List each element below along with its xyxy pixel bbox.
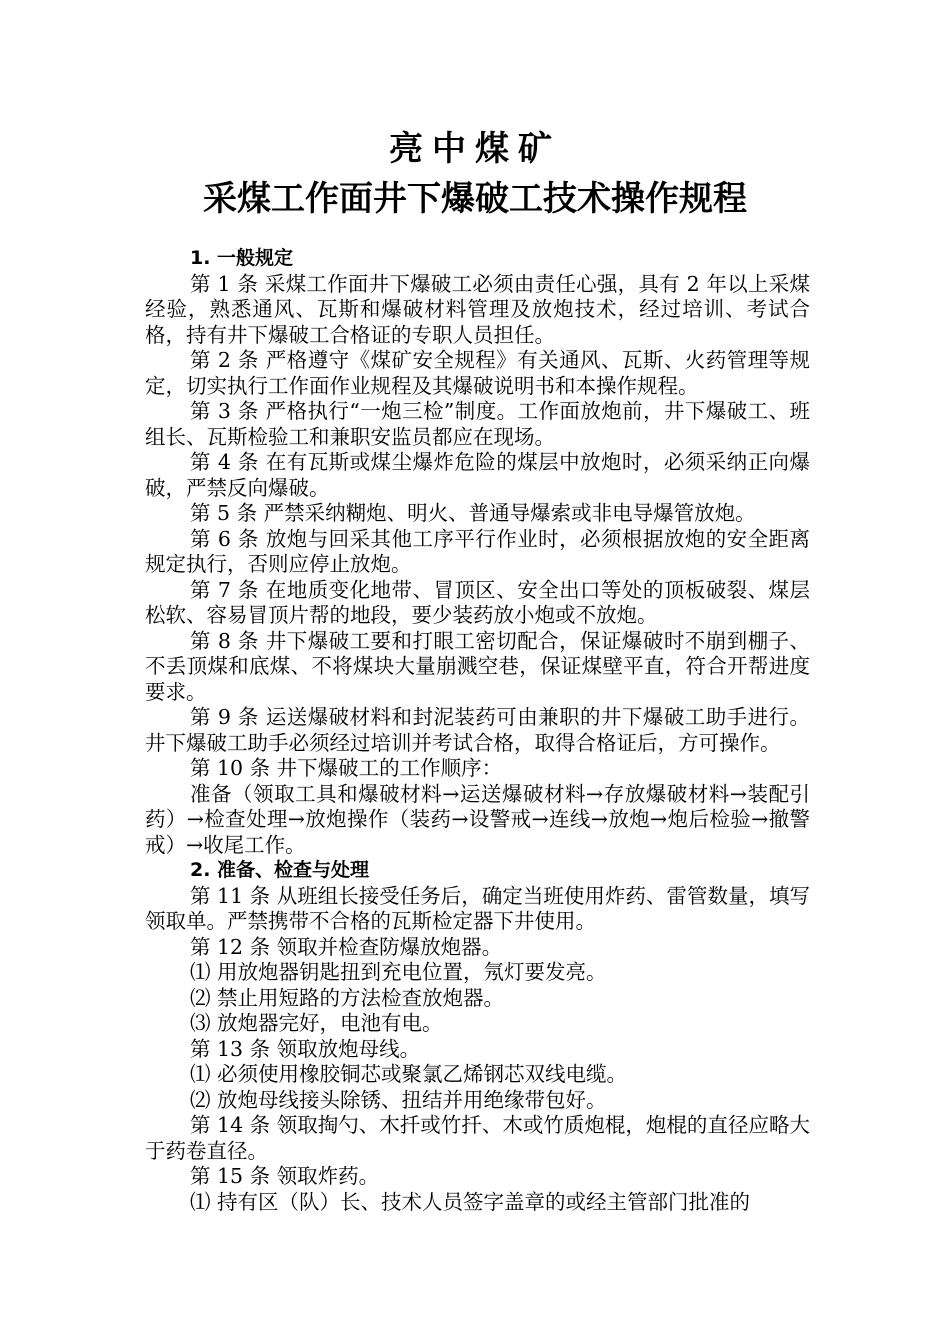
paragraph: 第 7 条 在地质变化地带、冒顶区、安全出口等处的顶板破裂、煤层松软、容易冒顶片帮的地段，要少装药放小炮或不放炮。 bbox=[145, 577, 810, 627]
paragraph: 第 9 条 运送爆破材料和封泥装药可由兼职的井下爆破工助手进行。井下爆破工助手必须经过培训并考试合格，取得合格证后，方可操作。 bbox=[145, 705, 810, 755]
paragraph: 第 4 条 在有瓦斯或煤尘爆炸危险的煤层中放炮时，必须采纳正向爆破，严禁反向爆破。 bbox=[145, 450, 810, 500]
paragraph: 第 2 条 严格遵守《煤矿安全规程》有关通风、瓦斯、火药管理等规定，切实执行工作面作业规程及其爆破说明书和本操作规程。 bbox=[145, 348, 810, 398]
document-subtitle: 采煤工作面井下爆破工技术操作规程 bbox=[203, 179, 747, 219]
section-heading: 1. 一般规定 bbox=[190, 247, 294, 269]
paragraph: 第 11 条 从班组长接受任务后，确定当班使用炸药、雷管数量，填写领取单。严禁携带不合格的瓦斯检定器下井使用。 bbox=[145, 883, 810, 933]
paragraph: ⑴ 持有区（队）长、技术人员签字盖章的或经主管部门批准的 bbox=[190, 1189, 751, 1214]
section-heading: 2. 准备、检查与处理 bbox=[190, 859, 370, 881]
paragraph: 第 8 条 井下爆破工要和打眼工密切配合，保证爆破时不崩到棚子、不丢顶煤和底煤、不将煤块大量崩溅空巷，保证煤壁平直，符合开帮进度要求。 bbox=[145, 628, 810, 704]
paragraph: ⑴ 用放炮器钥匙扭到充电位置，氖灯要发亮。 bbox=[190, 960, 607, 984]
paragraph: 第 15 条 领取炸药。 bbox=[190, 1164, 380, 1188]
paragraph: 第 10 条 井下爆破工的工作顺序： bbox=[190, 756, 503, 780]
title-block bbox=[0, 126, 950, 222]
paragraph: 第 1 条 采煤工作面井下爆破工必须由责任心强，具有 2 年以上采煤经验，熟悉通风、瓦斯和爆破材料管理及放炮技术，经过培训、考试合格，持有井下爆破工合格证的专职人员担任。 bbox=[145, 271, 810, 347]
paragraph: ⑵ 放炮母线接头除锈、扭结并用绝缘带包好。 bbox=[190, 1087, 607, 1112]
paragraph: 第 14 条 领取掏勺、木扦或竹扦、木或竹质炮棍，炮棍的直径应略大于药卷直径。 bbox=[145, 1113, 810, 1163]
document-body bbox=[145, 246, 810, 1215]
document-title: 亮中煤矿 bbox=[389, 129, 561, 169]
paragraph: 第 6 条 放炮与回采其他工序平行作业时，必须根据放炮的安全距离规定执行，否则应停止放炮。 bbox=[145, 526, 810, 576]
paragraph: ⑴ 必须使用橡胶铜芯或聚氯乙烯钢芯双线电缆。 bbox=[190, 1062, 628, 1086]
paragraph: 第 12 条 领取并检查防爆放炮器。 bbox=[190, 934, 503, 959]
paragraph: 第 5 条 严禁采纳糊炮、明火、普通导爆索或非电导爆管放炮。 bbox=[190, 501, 756, 525]
paragraph: ⑵ 禁止用短路的方法检查放炮器。 bbox=[190, 985, 505, 1010]
paragraph: 准备（领取工具和爆破材料→运送爆破材料→存放爆破材料→装配引药）→检查处理→放炮操作（装药→设警戒→连线→放炮→炮后检验→撤警戒）→收尾工作。 bbox=[145, 781, 810, 857]
paragraph: 第 13 条 领取放炮母线。 bbox=[190, 1036, 421, 1061]
paragraph: ⑶ 放炮器完好，电池有电。 bbox=[190, 1011, 443, 1035]
paragraph: 第 3 条 严格执行“一炮三检”制度。工作面放炮前，井下爆破工、班组长、瓦斯检验工和兼职安监员都应在现场。 bbox=[145, 399, 810, 449]
